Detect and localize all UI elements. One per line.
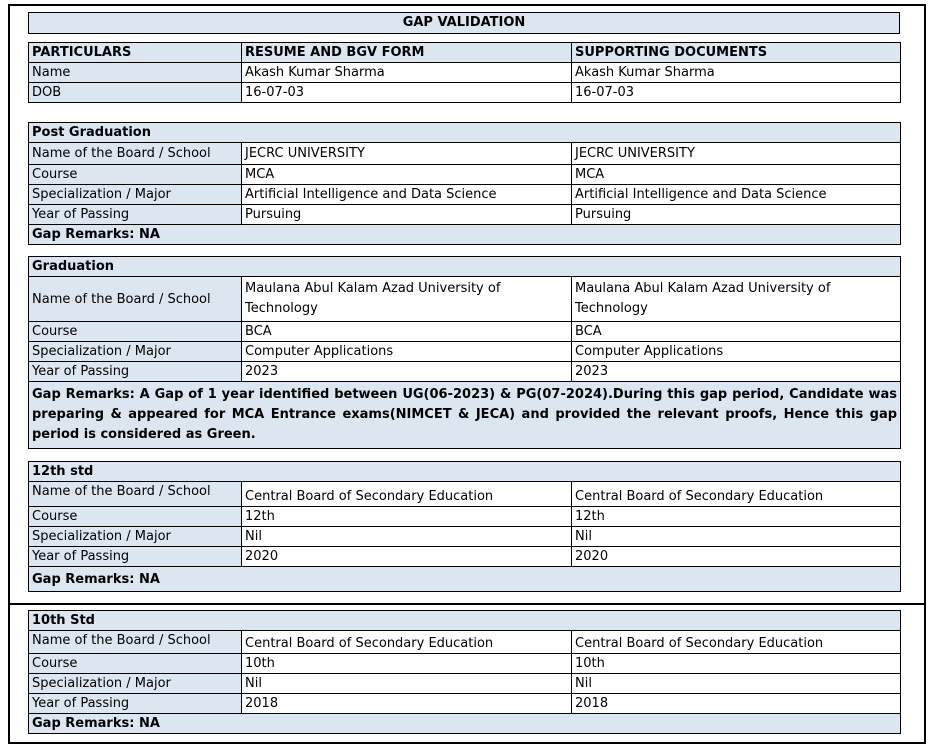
course-support: MCA xyxy=(572,165,901,185)
table-row xyxy=(29,143,901,165)
course-support: BCA xyxy=(572,322,901,342)
table-row xyxy=(29,165,901,185)
tenth-std-table xyxy=(28,610,901,734)
spec-resume: Nil xyxy=(242,527,572,547)
table-row xyxy=(29,83,901,103)
table-row xyxy=(29,507,901,527)
spec-resume: Computer Applications xyxy=(242,342,572,362)
spec-support: Nil xyxy=(572,674,901,694)
particulars-header: PARTICULARS xyxy=(29,43,242,63)
gap-remarks: Gap Remarks: NA xyxy=(29,567,901,592)
board-support: Central Board of Secondary Education xyxy=(572,631,901,654)
dob-label: DOB xyxy=(29,83,242,103)
spec-resume: Artificial Intelligence and Data Science xyxy=(242,185,572,205)
supporting-header: SUPPORTING DOCUMENTS xyxy=(572,43,901,63)
spec-support: Computer Applications xyxy=(572,342,901,362)
table-row xyxy=(29,362,901,382)
course-label: Course xyxy=(29,322,242,342)
board-resume: Central Board of Secondary Education xyxy=(242,482,572,507)
page-title: GAP VALIDATION xyxy=(28,12,900,34)
name-support: Akash Kumar Sharma xyxy=(572,63,901,83)
year-label: Year of Passing xyxy=(29,694,242,714)
dob-support: 16-07-03 xyxy=(572,83,901,103)
table-row xyxy=(29,482,901,507)
board-label: Name of the Board / School xyxy=(29,277,242,322)
section-heading: Graduation xyxy=(29,257,901,277)
spec-resume: Nil xyxy=(242,674,572,694)
table-row xyxy=(29,322,901,342)
spec-label: Specialization / Major xyxy=(29,527,242,547)
spec-label: Specialization / Major xyxy=(29,342,242,362)
name-label: Name xyxy=(29,63,242,83)
table-row xyxy=(29,185,901,205)
course-resume: 10th xyxy=(242,654,572,674)
year-label: Year of Passing xyxy=(29,205,242,225)
table-row xyxy=(29,631,901,654)
table-row xyxy=(29,547,901,567)
year-label: Year of Passing xyxy=(29,362,242,382)
course-support: 10th xyxy=(572,654,901,674)
course-resume: 12th xyxy=(242,507,572,527)
board-support: Maulana Abul Kalam Azad University of Technology xyxy=(572,277,901,322)
table-row xyxy=(29,277,901,322)
year-support: 2023 xyxy=(572,362,901,382)
spec-label: Specialization / Major xyxy=(29,185,242,205)
spec-support: Nil xyxy=(572,527,901,547)
gap-remarks: Gap Remarks: A Gap of 1 year identified between UG(06-2023) & PG(07-2024).During this gap period, Candidate was preparing & appeared for MCA Entrance exams(NIMCET & JECA) and provided the relevant proofs, Hence this gap period is considered as Green. xyxy=(29,382,901,449)
table-row xyxy=(29,205,901,225)
board-label: Name of the Board / School xyxy=(29,143,242,165)
spec-support: Artificial Intelligence and Data Science xyxy=(572,185,901,205)
twelfth-std-table xyxy=(28,461,901,592)
board-support: Central Board of Secondary Education xyxy=(572,482,901,507)
spec-label: Specialization / Major xyxy=(29,674,242,694)
dob-resume: 16-07-03 xyxy=(242,83,572,103)
board-label: Name of the Board / School xyxy=(29,482,242,507)
year-support: 2020 xyxy=(572,547,901,567)
table-row xyxy=(29,527,901,547)
year-label: Year of Passing xyxy=(29,547,242,567)
board-label: Name of the Board / School xyxy=(29,631,242,654)
post-graduation-table xyxy=(28,122,901,245)
table-row xyxy=(29,654,901,674)
name-resume: Akash Kumar Sharma xyxy=(242,63,572,83)
table-row xyxy=(29,674,901,694)
section-heading: Post Graduation xyxy=(29,123,901,143)
year-support: Pursuing xyxy=(572,205,901,225)
course-resume: MCA xyxy=(242,165,572,185)
course-label: Course xyxy=(29,507,242,527)
section-heading: 12th std xyxy=(29,462,901,482)
year-resume: 2018 xyxy=(242,694,572,714)
year-resume: 2023 xyxy=(242,362,572,382)
year-resume: 2020 xyxy=(242,547,572,567)
board-resume: Maulana Abul Kalam Azad University of Technology xyxy=(242,277,572,322)
board-resume: Central Board of Secondary Education xyxy=(242,631,572,654)
year-support: 2018 xyxy=(572,694,901,714)
table-row xyxy=(29,63,901,83)
course-support: 12th xyxy=(572,507,901,527)
graduation-table xyxy=(28,256,901,449)
resume-header: RESUME AND BGV FORM xyxy=(242,43,572,63)
course-label: Course xyxy=(29,165,242,185)
course-resume: BCA xyxy=(242,322,572,342)
table-header-row xyxy=(29,43,901,63)
board-resume: JECRC UNIVERSITY xyxy=(242,143,572,165)
course-label: Course xyxy=(29,654,242,674)
table-row xyxy=(29,342,901,362)
section-heading: 10th Std xyxy=(29,611,901,631)
gap-remarks: Gap Remarks: NA xyxy=(29,225,901,245)
particulars-table xyxy=(28,42,901,103)
year-resume: Pursuing xyxy=(242,205,572,225)
table-row xyxy=(29,694,901,714)
gap-remarks: Gap Remarks: NA xyxy=(29,714,901,734)
board-support: JECRC UNIVERSITY xyxy=(572,143,901,165)
